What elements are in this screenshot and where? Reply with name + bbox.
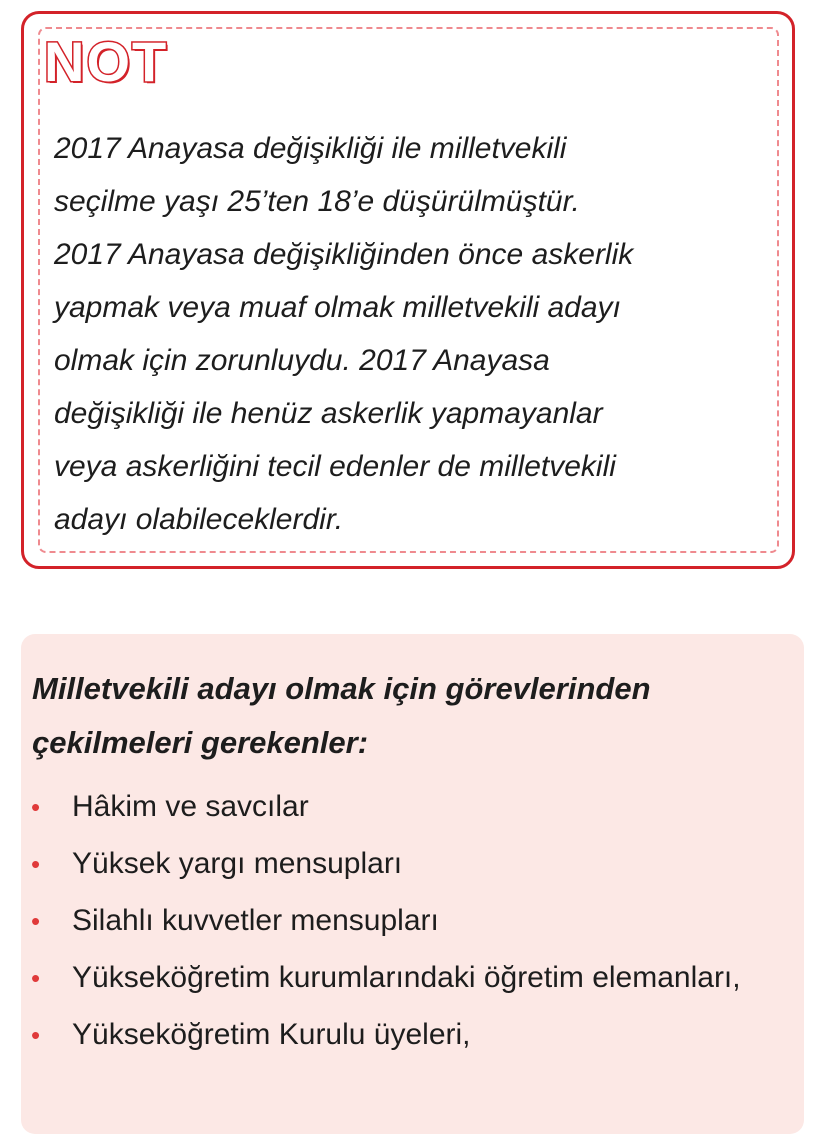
list-item <box>21 951 781 1005</box>
list-item <box>21 837 781 891</box>
candidates-list <box>21 780 781 1065</box>
list-item <box>21 1008 781 1062</box>
note-box <box>21 11 795 569</box>
bullet-icon: • <box>31 906 41 936</box>
list-item-text: Yükseköğretim Kurulu üyeleri, <box>72 1018 471 1051</box>
candidates-panel <box>21 634 804 1134</box>
list-item-text: Hâkim ve savcılar <box>72 790 309 823</box>
bullet-icon: • <box>31 1020 41 1050</box>
bullet-icon: • <box>31 849 41 879</box>
list-item <box>21 780 781 834</box>
bullet-icon: • <box>31 792 41 822</box>
note-title: NOT <box>44 30 169 93</box>
list-item <box>21 894 781 948</box>
list-item-text: Yüksek yargı mensupları <box>72 847 403 880</box>
list-item-text: Yükseköğretim kurumlarındaki öğretim elemanları, <box>72 961 741 994</box>
bullet-icon: • <box>31 963 41 993</box>
list-item-text: Silahlı kuvvetler mensupları <box>72 904 439 937</box>
candidates-title: Milletvekili adayı olmak için görevlerinden çekilmeleri gerekenler: <box>32 671 651 760</box>
note-text: 2017 Anayasa değişikliği ile milletvekili seçilme yaşı 25’ten 18’e düşürülmüştür. 2017 Anayasa değişikliğinden önce askerlik yapmak veya muaf olmak milletvekili adayı olmak için zorunluydu. 2017 Anayasa değişikliği ile henüz askerlik yapmayanlar veya askerliğini tecil edenler de milletvekili adayı olabileceklerdir. <box>54 132 634 536</box>
